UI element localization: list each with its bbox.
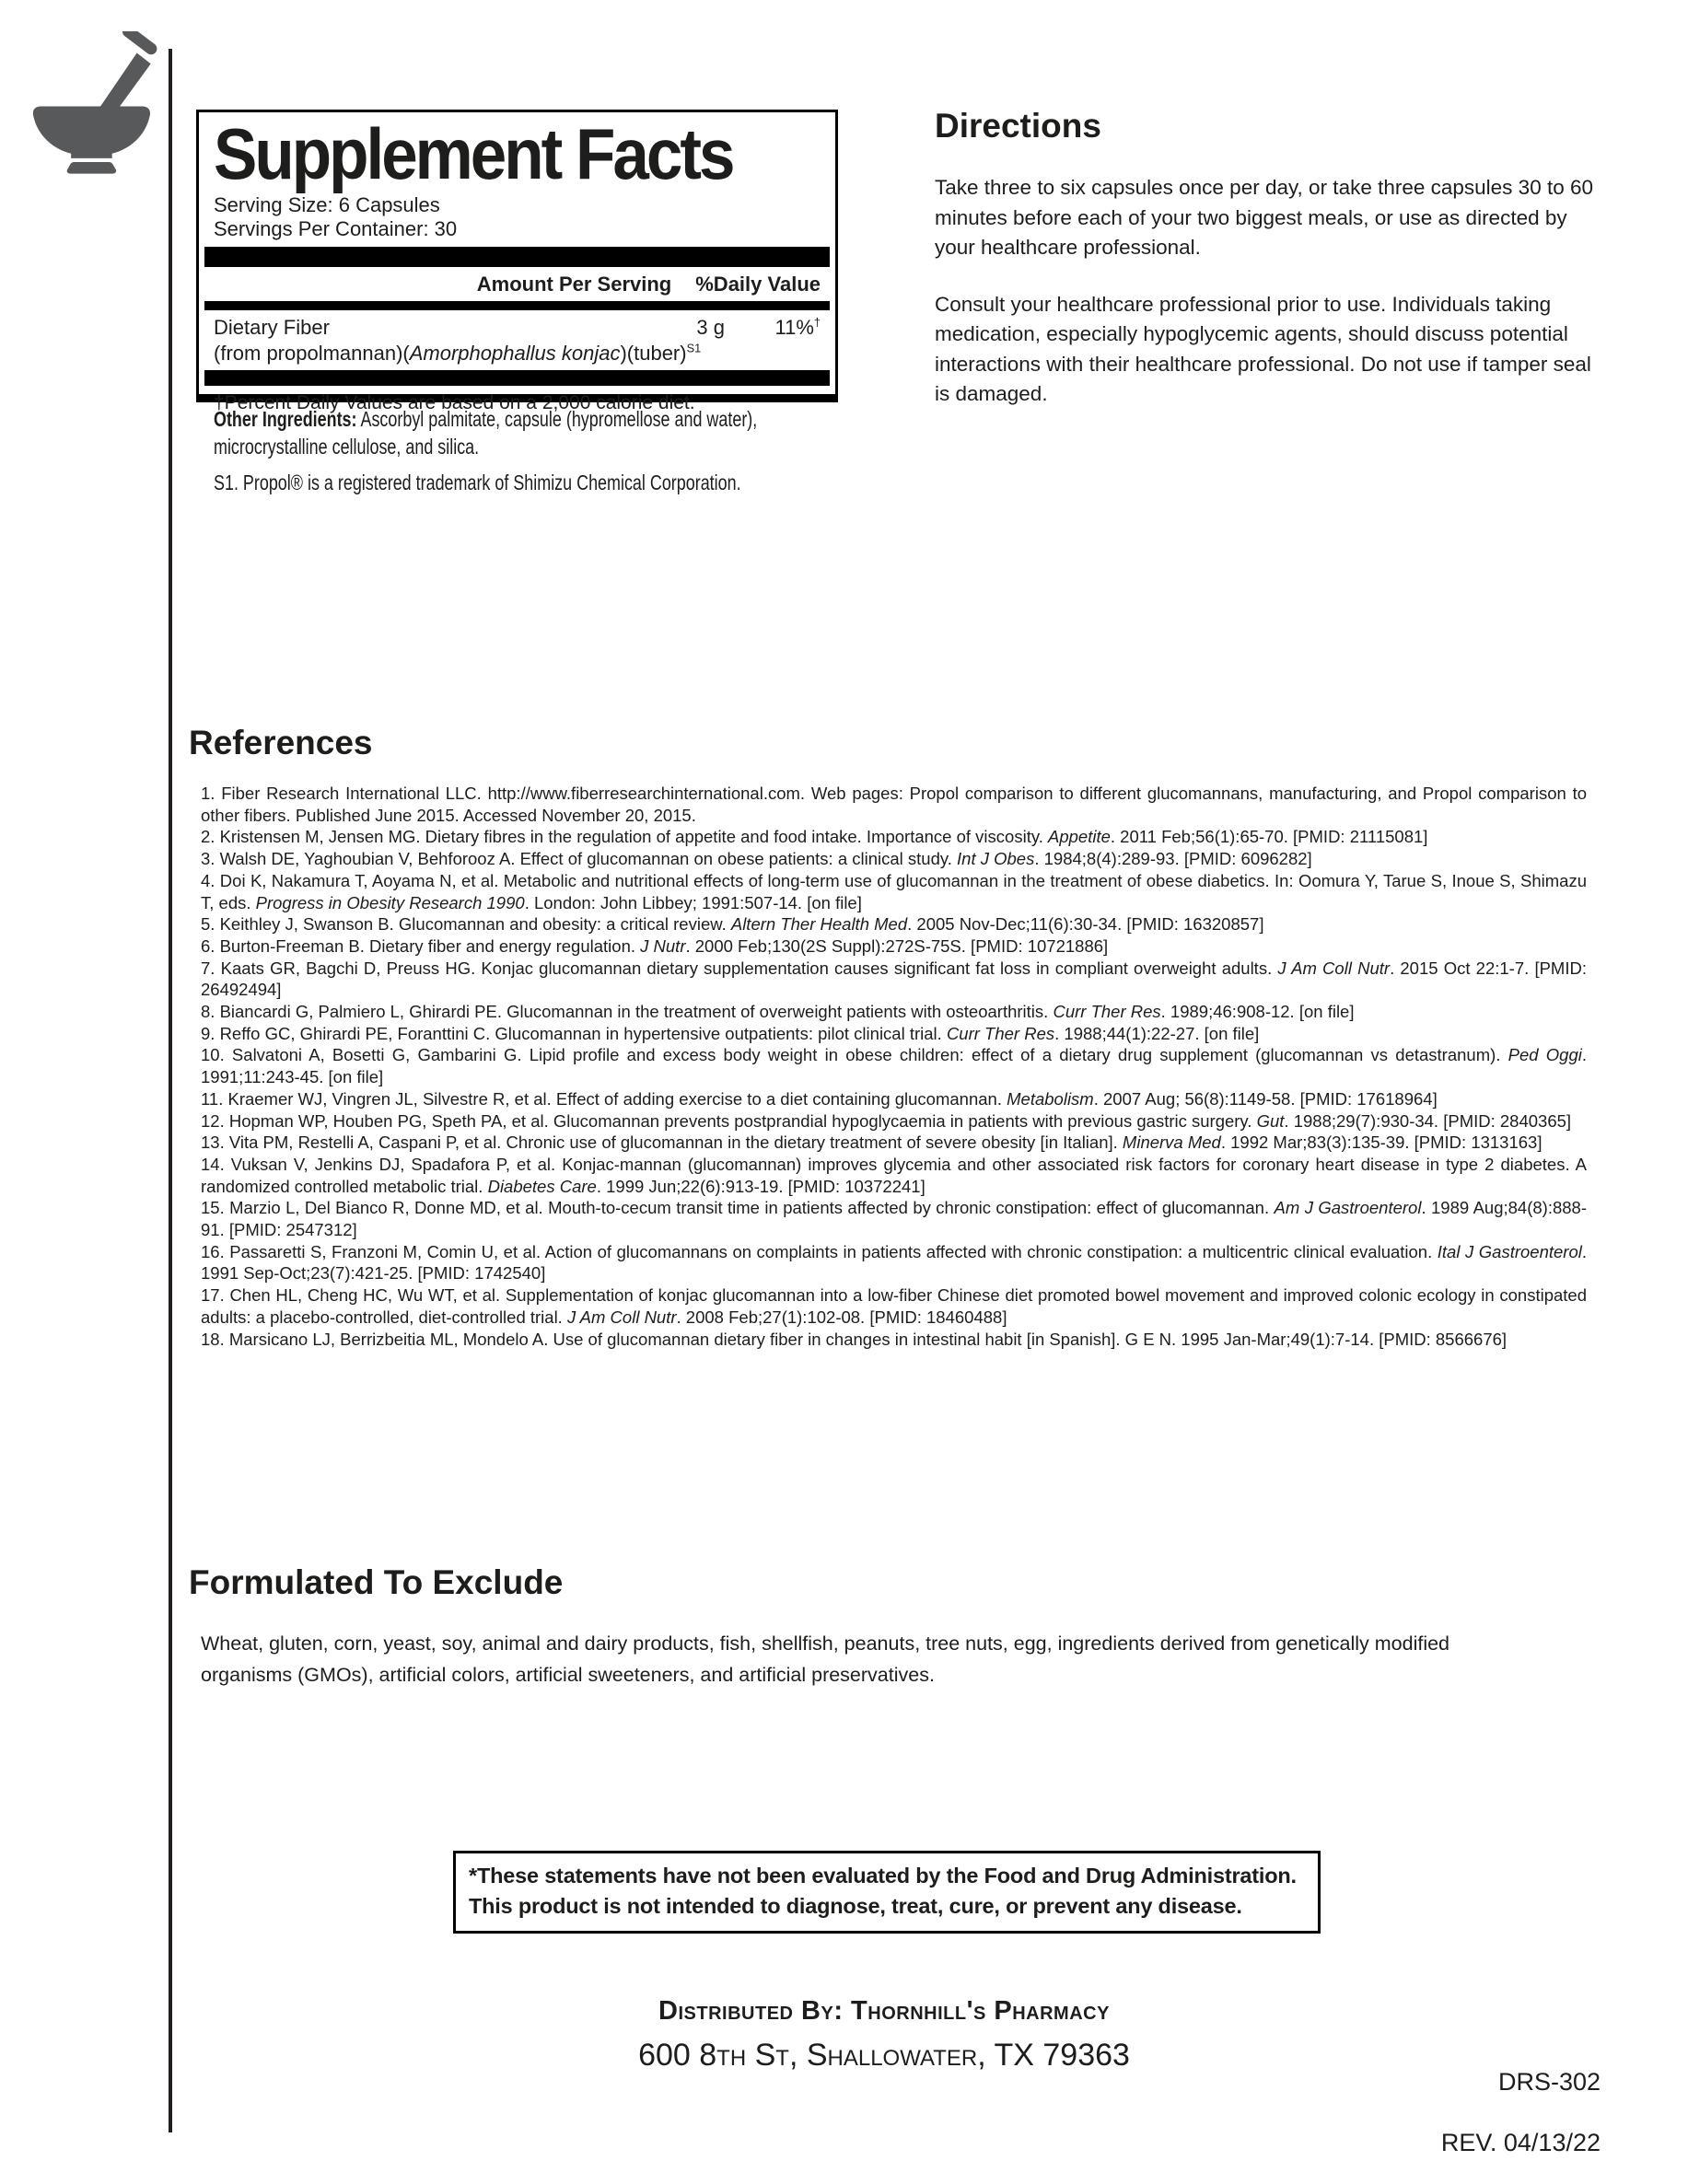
- document-code: DRS-302: [1497, 2068, 1601, 2096]
- references-heading: References: [189, 724, 373, 761]
- divider-bar-thick: [204, 247, 830, 267]
- reference-item: 11. Kraemer WJ, Vingren JL, Silvestre R, et al. Effect of adding exercise to a diet containing glucomannan. Metabolism. 2007 Aug; 56(8):1149-58. [PMID: 17618964]: [201, 1088, 1438, 1109]
- fda-disclaimer-line-1: *These statements have not been evaluated by the Food and Drug Administration.: [469, 1864, 1297, 1888]
- fda-disclaimer-box: [453, 1851, 1321, 1934]
- formulated-to-exclude-section: [189, 1563, 1590, 1690]
- other-ingredients-label: Other Ingredients:: [214, 407, 357, 431]
- mortar-pestle-icon: [24, 31, 158, 177]
- reference-item: 12. Hopman WP, Houben PG, Speth PA, et al. Glucomannan prevents postprandial hypoglycaemia in patients with previous gastric surgery. Gut. 1988;29(7):930-34. [PMID: 2840365]: [201, 1110, 1572, 1131]
- distributor-address: 600 8th St, Shallowater, TX 79363: [638, 2038, 1130, 2073]
- formulated-to-exclude-body: Wheat, gluten, corn, yeast, soy, animal and dairy products, fish, shellfish, peanuts, tree nuts, egg, ingredients derived from genetically modified organisms (GMOs), artificial colors, artificial sweeteners, and artificial preservatives.: [201, 1632, 1450, 1686]
- mortar-bowl: [33, 107, 150, 158]
- col-amount-per-serving: Amount Per Serving: [476, 273, 672, 296]
- fda-disclaimer-line-2: This product is not intended to diagnose, treat, cure, or prevent any disease.: [469, 1894, 1242, 1918]
- nutrient-amount: 3 g: [696, 316, 725, 339]
- other-ingredients-text: Other Ingredients: Ascorbyl palmitate, capsule (hypromellose and water), microcrystalline cellulose, and silica.: [214, 407, 758, 459]
- directions-paragraph: Take three to six capsules once per day, or take three capsules 30 to 60 minutes before each of your two biggest meals, or use as directed by your healthcare professional.: [935, 176, 1594, 259]
- reference-item: 6. Burton-Freeman B. Dietary fiber and energy regulation. J Nutr. 2000 Feb;130(2S Suppl):272S-75S. [PMID: 10721886]: [201, 935, 1109, 956]
- nutrient-row: [214, 316, 821, 340]
- divider-bar-thick-2: [204, 370, 830, 386]
- formulated-to-exclude-heading: Formulated To Exclude: [189, 1563, 564, 1601]
- trademark-note: S1. Propol® is a registered trademark of Shimizu Chemical Corporation.: [214, 470, 741, 494]
- directions-paragraph: Consult your healthcare professional prior to use. Individuals taking medication, especially hypoglycemic agents, should discuss potential interactions with their healthcare professional. Do not use if tamper seal is damaged.: [935, 292, 1591, 405]
- reference-item: 16. Passaretti S, Franzoni M, Comin U, et al. Action of glucomannans on complaints in patients affected with chronic constipation: a multicentric clinical evaluation. Ital J Gastroenterol. 1991 Sep-Oct;23(7):421-25. [PMID: 1742540]: [201, 1241, 1587, 1284]
- divider-bar-medium: [204, 301, 830, 310]
- botanical-name: Amorphophallus konjac: [409, 342, 621, 365]
- dagger-symbol: †: [813, 315, 821, 330]
- supplement-facts-title: Supplement Facts: [214, 114, 733, 195]
- reference-item: 14. Vuksan V, Jenkins DJ, Spadafora P, et al. Konjac-mannan (glucomannan) improves glycemia and other associated risk factors for coronary heart disease in type 2 diabetes. A randomized controlled metabolic trial. Diabetes Care. 1999 Jun;22(6):913-19. [PMID: 10372241]: [201, 1154, 1587, 1196]
- distributed-by-line: Distributed By: Thornhill's Pharmacy: [658, 1996, 1110, 2026]
- reference-item: 3. Walsh DE, Yaghoubian V, Behforooz A. Effect of glucomannan on obese patients: a clinical study. Int J Obes. 1984;8(4):289-93. [PMID: 6096282]: [201, 849, 1312, 869]
- reference-item: 1. Fiber Research International LLC. http://www.fiberresearchinternational.com. Web pages: Propol comparison to different glucomannans, manufacturing, and Propol comparison to other fibers. Published June 2015. Accessed November 20, 2015.: [201, 784, 1587, 825]
- left-vertical-rule: [169, 49, 172, 2132]
- reference-item: 8. Biancardi G, Palmiero L, Ghirardi PE. Glucomannan in the treatment of overweight patients with osteoarthritis. Curr Ther Res. 1989;46:908-12. [on file]: [201, 1002, 1355, 1022]
- nutrient-source-line: (from propolmannan)(Amorphophallus konjac)(tuber)$^{S1}$: [214, 341, 702, 365]
- reference-item: 18. Marsicano LJ, Berrizbeitia ML, Mondelo A. Use of glucomannan dietary fiber in changes in intestinal habit [in Spanish]. G E N. 1995 Jan-Mar;49(1):7-14. [PMID: 8566676]: [201, 1329, 1508, 1349]
- pestle-handle: [100, 53, 151, 107]
- references-section: [189, 724, 1590, 1350]
- reference-item: 5. Keithley J, Swanson B. Glucomannan and obesity: a critical review. Altern Ther Health Med. 2005 Nov-Dec;11(6):30-34. [PMID: 16320857]: [201, 914, 1264, 935]
- reference-item: 15. Marzio L, Del Bianco R, Donne MD, et al. Mouth-to-cecum transit time in patients affected by chronic constipation: effect of glucomannan. Am J Gastroenterol. 1989 Aug;84(8):888-91. [PMID: 2547312]: [201, 1198, 1587, 1240]
- other-ingredients-block: [214, 405, 826, 496]
- serving-size: Serving Size: 6 Capsules: [214, 193, 440, 216]
- reference-item: 10. Salvatoni A, Bosetti G, Gambarini G. Lipid profile and excess body weight in obese children: effect of a dietary drug supplement (glucomannan vs detastranum). Ped Oggi. 1991;11:243-45. [on file]: [201, 1045, 1587, 1087]
- reference-item: 13. Vita PM, Restelli A, Caspani P, et al. Chronic use of glucomannan in the dietary treatment of severe obesity [in Italian]. Minerva Med. 1992 Mar;83(3):135-39. [PMID: 1313163]: [201, 1133, 1542, 1153]
- reference-item: 7. Kaats GR, Bagchi D, Preuss HG. Konjac glucomannan dietary supplementation causes significant fat loss in compliant overweight adults. J Am Coll Nutr. 2015 Oct 22:1-7. [PMID: 26492494]: [201, 958, 1587, 1000]
- reference-item: 2. Kristensen M, Jensen MG. Dietary fibres in the regulation of appetite and food intake. Importance of viscosity. Appetite. 2011 Feb;56(1):65-70. [PMID: 21115081]: [201, 827, 1428, 847]
- supplement-facts-panel: [196, 110, 838, 413]
- nutrient-name: Dietary Fiber: [214, 316, 330, 339]
- directions-heading: Directions: [935, 107, 1101, 145]
- col-daily-value: %Daily Value: [695, 273, 821, 296]
- distribution-block: [387, 1996, 1381, 2074]
- mortar-foot: [67, 162, 116, 174]
- reference-item: 9. Reffo GC, Ghirardi PE, Foranttini C. Glucomannan in hypertensive outpatients: pilot clinical trial. Curr Ther Res. 1988;44(1):22-27. [on file]: [201, 1023, 1260, 1043]
- directions-section: [935, 107, 1607, 436]
- servings-per-container: Servings Per Container: 30: [214, 217, 458, 240]
- pestle-knob: [120, 31, 158, 57]
- s1-superscript: S1: [686, 341, 702, 355]
- nutrient-daily-value: 11%†: [774, 315, 821, 339]
- daily-value-footnote: †Percent Daily Values are based on a 2,000 calorie diet.: [214, 392, 695, 413]
- revision-date: REV. 04/13/22: [1440, 2129, 1601, 2156]
- reference-list: [201, 783, 1587, 1350]
- reference-item: 17. Chen HL, Cheng HC, Wu WT, et al. Supplementation of konjac glucomannan into a low-fiber Chinese diet promoted bowel movement and improved colonic ecology in constipated adults: a placebo-controlled, diet-controlled trial. J Am Coll Nutr. 2008 Feb;27(1):102-08. [PMID: 18460488]: [201, 1285, 1587, 1327]
- reference-item: 4. Doi K, Nakamura T, Aoyama N, et al. Metabolic and nutritional effects of long-term use of glucomannan in the treatment of obese diabetics. In: Oomura Y, Tarue S, Inoue S, Shimazu T, eds. Progress in Obesity Research 1990. London: John Libbey; 1991:507-14. [on file]: [201, 870, 1587, 912]
- facts-column-headers: [214, 267, 821, 301]
